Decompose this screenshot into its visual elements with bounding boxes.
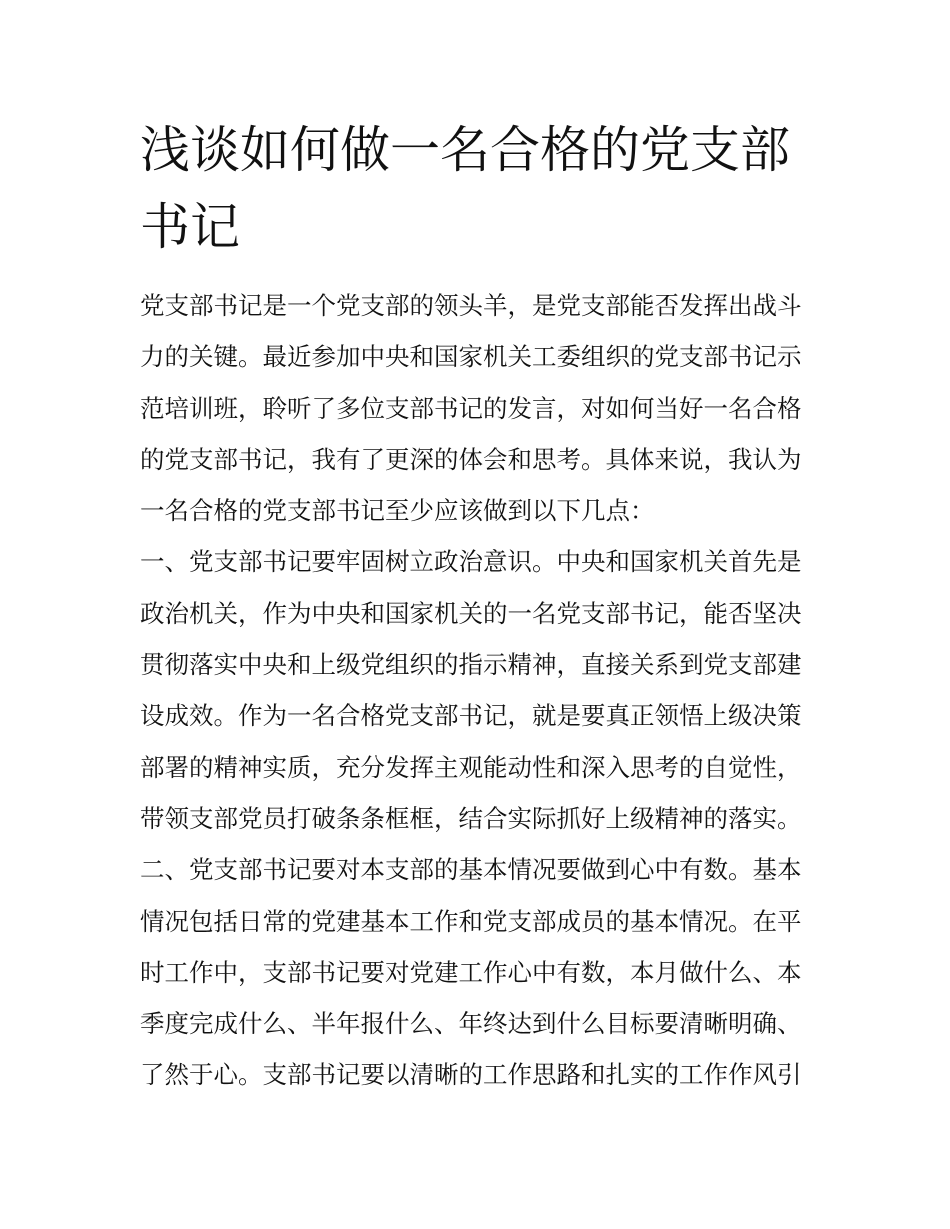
body-line: 设成效。作为一名合格党支部书记，就是要真正领悟上级决策 [140, 701, 802, 731]
body-line: 一、党支部书记要牢固树立政治意识。中央和国家机关首先是 [140, 547, 802, 577]
body-line: 季度完成什么、半年报什么、年终达到什么目标要清晰明确、 [140, 1009, 802, 1039]
body-line: 一名合格的党支部书记至少应该做到以下几点： [140, 496, 655, 526]
body-line: 时工作中，支部书记要对党建工作心中有数，本月做什么、本 [140, 957, 802, 987]
body-line: 党支部书记是一个党支部的领头羊，是党支部能否发挥出战斗 [140, 291, 802, 320]
document-body [140, 280, 820, 1101]
body-line: 贯彻落实中央和上级党组织的指示精神，直接关系到党支部建 [140, 650, 802, 680]
body-line: 二、党支部书记要对本支部的基本情况要做到心中有数。基本 [140, 855, 802, 885]
body-line: 情况包括日常的党建基本工作和党支部成员的基本情况。在平 [140, 906, 802, 936]
document-title: 浅谈如何做一名合格的党支部书记 [140, 121, 790, 256]
body-line: 范培训班，聆听了多位支部书记的发言，对如何当好一名合格 [140, 393, 802, 423]
body-line: 带领支部党员打破条条框框，结合实际抓好上级精神的落实。 [140, 803, 802, 833]
body-line: 的党支部书记，我有了更深的体会和思考。具体来说，我认为 [140, 444, 802, 474]
body-line: 政治机关，作为中央和国家机关的一名党支部书记，能否坚决 [140, 598, 802, 628]
body-line: 力的关键。最近参加中央和国家机关工委组织的党支部书记示 [140, 342, 802, 372]
body-line: 了然于心。支部书记要以清晰的工作思路和扎实的工作作风引 [140, 1060, 802, 1090]
body-line: 部署的精神实质，充分发挥主观能动性和深入思考的自觉性， [140, 752, 802, 782]
